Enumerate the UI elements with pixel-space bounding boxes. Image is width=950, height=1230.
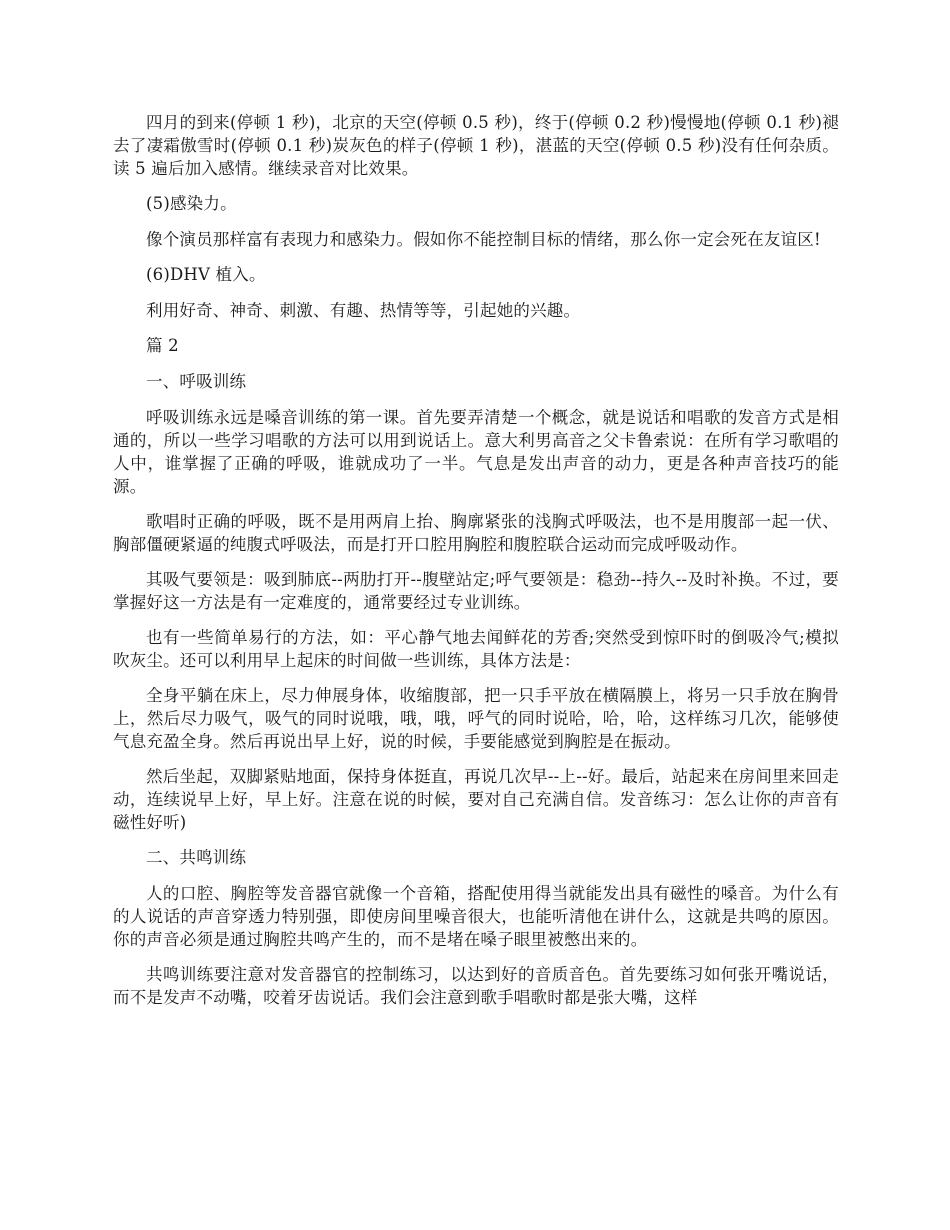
paragraph-simple-methods: 也有一些简单易行的方法，如：平心静气地去闻鲜花的芳香;突然受到惊吓时的倒吸冷气;模拟吹灰尘。还可以利用早上起床的时间做一些训练，具体方法是： [113,628,839,670]
heading-resonance-training: 二、共鸣训练 [146,848,247,867]
heading-infectiousness: (5)感染力。 [146,194,237,213]
paragraph-pause-reading-exercise: 四月的到来(停顿 1 秒)，北京的天空(停顿 0.5 秒)，终于(停顿 0.2 秒)慢慢地(停顿 0.1 秒)褪去了凄霜傲雪时(停顿 0.1 秒)炭灰色的样子(停顿 1 秒)，湛蓝的天空(停顿 0.5 秒)没有任何杂质。读 5 遍后加入感情。继续录音对比效果。 [113,113,839,178]
paragraph-arouse-interest: 利用好奇、神奇、刺激、有趣、热情等等，引起她的兴趣。 [146,301,581,320]
paragraph-resonance-intro: 人的口腔、胸腔等发音器官就像一个音箱，搭配使用得当就能发出具有磁性的嗓音。为什么有的人说话的声音穿透力特别强，即使房间里噪音很大，也能听清他在讲什么，这就是共鸣的原因。你的声音必须是通过胸腔共鸣产生的，而不是堵在嗓子眼里被憋出来的。 [113,884,839,949]
paragraph-actor-expressiveness: 像个演员那样富有表现力和感染力。假如你不能控制目标的情绪，那么你一定会死在友谊区! [146,230,821,249]
paragraph-lying-exercise: 全身平躺在床上，尽力伸展身体，收缩腹部，把一只手平放在横隔膜上，将另一只手放在胸骨上，然后尽力吸气，吸气的同时说哦，哦，哦，呼气的同时说哈，哈，哈，这样练习几次，能够使气息充盈全身。然后再说出早上好，说的时候，手要能感觉到胸腔是在振动。 [113,686,839,751]
paragraph-breathing-intro: 呼吸训练永远是嗓音训练的第一课。首先要弄清楚一个概念，就是说话和唱歌的发音方式是相通的，所以一些学习唱歌的方法可以用到说话上。意大利男高音之父卡鲁索说：在所有学习歌唱的人中，谁掌握了正确的呼吸，谁就成功了一半。气息是发出声音的动力，更是各种声音技巧的能源。 [113,408,839,496]
document-body [113,111,839,1021]
paragraph-sitting-exercise: 然后坐起，双脚紧贴地面，保持身体挺直，再说几次早--上--好。最后，站起来在房间里来回走动，连续说早上好，早上好。注意在说的时候，要对自己充满自信。发音练习：怎么让你的声音有磁性好听) [113,767,839,832]
paragraph-correct-breathing: 歌唱时正确的呼吸，既不是用两肩上抬、胸廓紧张的浅胸式呼吸法，也不是用腹部一起一伏、胸部僵硬紧逼的纯腹式呼吸法，而是打开口腔用胸腔和腹腔联合运动而完成呼吸动作。 [113,512,839,554]
heading-dhv-implant: (6)DHV 植入。 [146,265,266,284]
heading-breathing-training: 一、呼吸训练 [146,372,247,391]
paragraph-breathing-essentials: 其吸气要领是：吸到肺底--两肋打开--腹壁站定;呼气要领是：稳劲--持久--及时补换。不过，要掌握好这一方法是有一定难度的，通常要经过专业训练。 [113,570,839,612]
paragraph-resonance-control: 共鸣训练要注意对发音器官的控制练习，以达到好的音质音色。首先要练习如何张开嘴说话，而不是发声不动嘴，咬着牙齿说话。我们会注意到歌手唱歌时都是张大嘴，这样 [113,965,839,1007]
heading-part-2: 篇 2 [146,336,179,355]
